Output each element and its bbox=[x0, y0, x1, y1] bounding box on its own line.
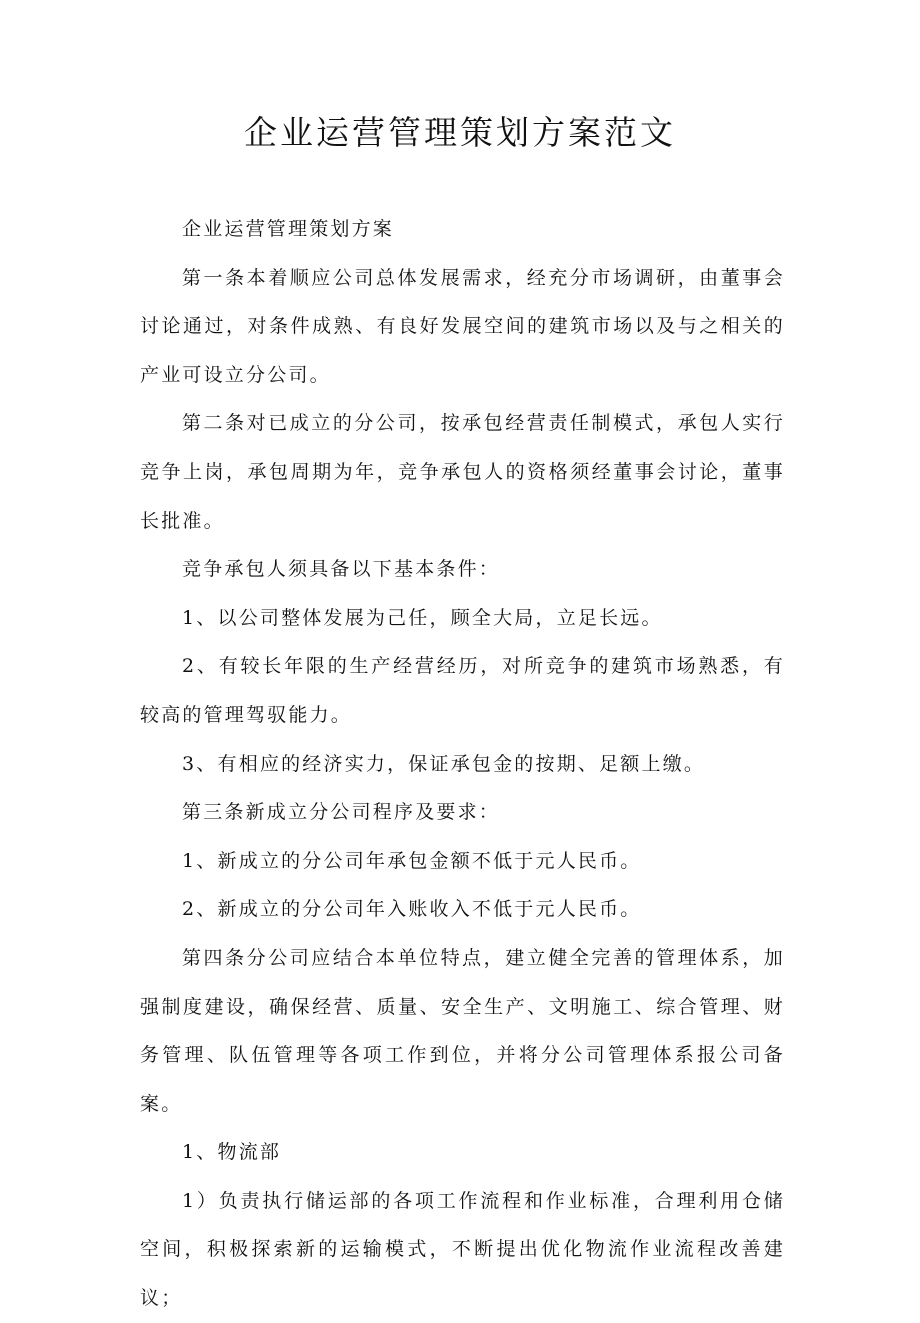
requirement-item-2: 2、新成立的分公司年入账收入不低于元人民币。 bbox=[182, 898, 642, 921]
condition-item-2: 2、有较长年限的生产经营经历，对所竞争的建筑市场熟悉，有较高的管理驾驭能力。 bbox=[140, 655, 785, 726]
requirement-item-1: 1、新成立的分公司年承包金额不低于元人民币。 bbox=[182, 849, 642, 872]
logistics-heading: 1、物流部 bbox=[182, 1141, 282, 1164]
condition-item-3: 3、有相应的经济实力，保证承包金的按期、足额上缴。 bbox=[182, 752, 706, 775]
document-body bbox=[140, 205, 785, 1323]
section-heading: 企业运营管理策划方案 bbox=[182, 218, 395, 240]
condition-item-1: 1、以公司整体发展为己任，顾全大局，立足长远。 bbox=[182, 606, 663, 629]
article-four-paragraph: 第四条分公司应结合本单位特点，建立健全完善的管理体系，加强制度建设，确保经营、质量、安全生产、文明施工、综合管理、财务管理、队伍管理等各项工作到位，并将分公司管理体系报公司备案。 bbox=[140, 946, 785, 1115]
document-title: 企业运营管理策划方案范文 bbox=[244, 113, 676, 152]
article-one-paragraph: 第一条本着顺应公司总体发展需求，经充分市场调研，由董事会讨论通过，对条件成熟、有良好发展空间的建筑市场以及与之相关的产业可设立分公司。 bbox=[140, 266, 785, 386]
logistics-item-1: 1）负责执行储运部的各项工作流程和作业标准，合理利用仓储空间，积极探索新的运输模式，不断提出优化物流作业流程改善建议； bbox=[140, 1189, 785, 1310]
article-three-paragraph: 第三条新成立分公司程序及要求： bbox=[182, 801, 501, 824]
article-two-paragraph: 第二条对已成立的分公司，按承包经营责任制模式，承包人实行竞争上岗，承包周期为年，竞争承包人的资格须经董事会讨论，董事长批准。 bbox=[140, 412, 785, 532]
conditions-intro: 竞争承包人须具备以下基本条件： bbox=[182, 558, 501, 581]
